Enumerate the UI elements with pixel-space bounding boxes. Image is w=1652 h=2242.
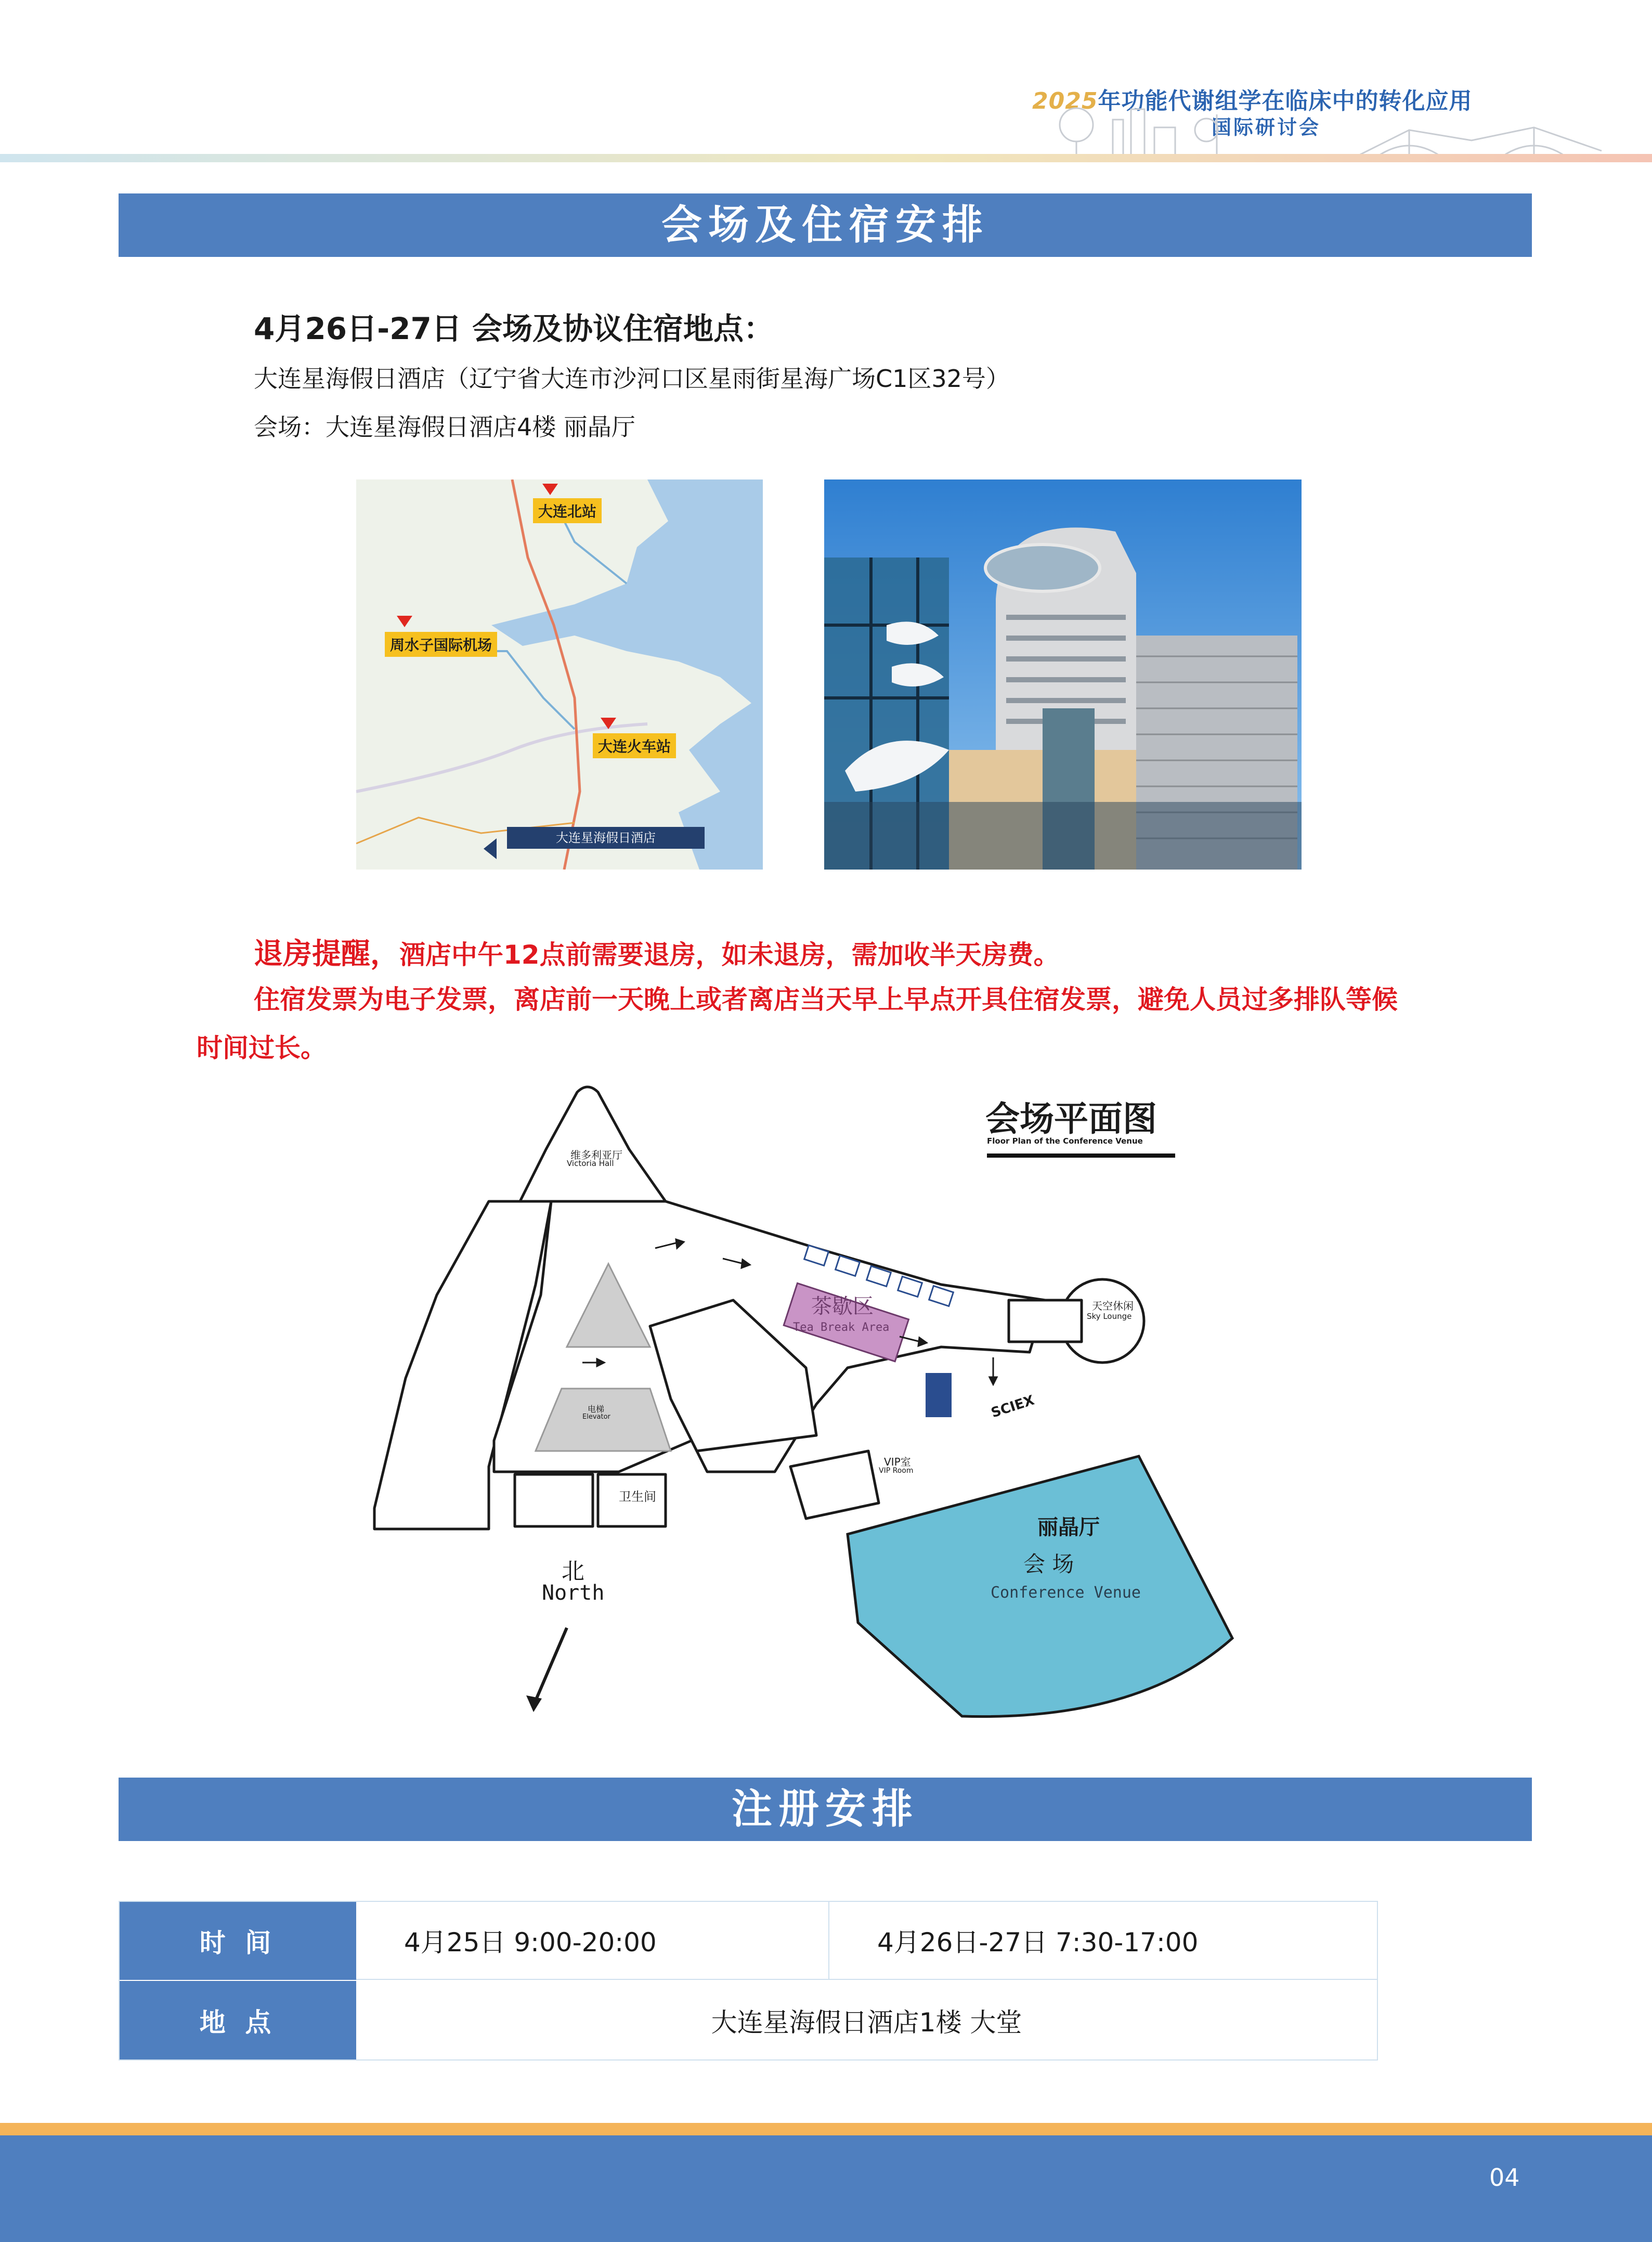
sky-lounge-label-en: Sky Lounge xyxy=(1087,1312,1132,1321)
map-graphic xyxy=(356,479,763,870)
venue-room: 会场：大连星海假日酒店4楼 丽晶厅 xyxy=(254,413,635,441)
sky-lounge-label: 天空休闲 xyxy=(1092,1300,1134,1312)
victoria-hall-label: 维多利亚厅 xyxy=(570,1149,622,1161)
checkout-reminder-label: 退房提醒， xyxy=(254,937,399,971)
city-skyline-graphic xyxy=(1045,99,1607,156)
time-header: 时 间 xyxy=(120,1902,356,1980)
vip-room-shape xyxy=(790,1451,879,1519)
floor-plan-rule xyxy=(987,1154,1175,1158)
north-arrow xyxy=(526,1628,567,1712)
page-number: 04 xyxy=(1489,2163,1520,2192)
event-title-text: 年功能代谢组学在临床中的转化应用 xyxy=(1098,88,1473,114)
victoria-hall-label-en: Victoria Hall xyxy=(567,1159,614,1168)
place-cell: 大连星海假日酒店1楼 大堂 xyxy=(711,2007,1022,2038)
venue-label-cn: 会 场 xyxy=(1023,1551,1074,1577)
floor-plan-subtitle: Floor Plan of the Conference Venue xyxy=(987,1136,1143,1146)
vip-room-label: VIP室 xyxy=(884,1456,911,1468)
checkout-reminder-text: 酒店中午12点前需要退房，如未退房，需加收半天房费。 xyxy=(399,940,1060,970)
hotel-photo-graphic xyxy=(824,479,1302,870)
footer-bar xyxy=(0,2135,1652,2242)
sciex-booth: SCIEX xyxy=(989,1392,1036,1421)
section-title-registration: 注册安排 xyxy=(119,1778,1532,1841)
venue-name: 丽晶厅 xyxy=(1037,1515,1100,1539)
event-year: 2025 xyxy=(1032,88,1098,114)
registration-table xyxy=(119,1901,1378,2060)
map-label-north-station: 大连北站 xyxy=(533,498,602,523)
tea-break-label-en: Tea Break Area xyxy=(793,1321,890,1334)
location-map xyxy=(356,479,763,870)
hotel-photo xyxy=(824,479,1302,870)
room-a-shape xyxy=(515,1474,593,1526)
invoice-notice: 住宿发票为电子发票，离店前一天晚上或者离店当天早上早点开具住宿发票，避免人员过多排队等候 xyxy=(254,984,1398,1015)
elevator-label-en: Elevator xyxy=(582,1413,610,1421)
venue-label-en: Conference Venue xyxy=(991,1584,1141,1602)
north-label-cn: 北 xyxy=(562,1558,584,1585)
north-station-pin xyxy=(542,484,558,495)
blue-booth xyxy=(926,1373,952,1417)
map-label-hotel: 大连星海假日酒店 xyxy=(507,827,705,849)
hotel-address: 大连星海假日酒店（辽宁省大连市沙河口区星雨街星海广场C1区32号） xyxy=(254,365,1010,393)
floor-plan xyxy=(359,1077,1243,1721)
time-cell-1: 4月25日 9:00-20:00 xyxy=(356,1902,829,1980)
time-cell-2: 4月26日-27日 7:30-17:00 xyxy=(829,1902,1377,1980)
elevator-label: 电梯 xyxy=(588,1404,605,1414)
dates-heading: 4月26日-27日 会场及协议住宿地点： xyxy=(254,311,774,346)
section-title-venue: 会场及住宿安排 xyxy=(119,193,1532,257)
floor-plan-title: 会场平面图 xyxy=(985,1099,1157,1139)
place-header: 地 点 xyxy=(120,1981,356,2059)
footer-accent xyxy=(0,2123,1652,2135)
tea-break-label: 茶歇区 xyxy=(811,1294,874,1318)
victoria-hall-shape xyxy=(520,1087,666,1201)
map-label-airport: 周水子国际机场 xyxy=(385,632,497,657)
invoice-notice-cont: 时间过长。 xyxy=(197,1033,327,1063)
sky-lounge-link-shape xyxy=(1009,1300,1082,1342)
map-label-train-station: 大连火车站 xyxy=(593,733,676,758)
restroom-label: 卫生间 xyxy=(619,1489,656,1504)
checkout-reminder xyxy=(254,931,1060,973)
event-subtitle: 国际研讨会 xyxy=(1212,116,1321,139)
header-divider xyxy=(0,154,1652,162)
north-label-en: North xyxy=(542,1581,605,1605)
vip-room-label-en: VIP Room xyxy=(879,1467,914,1475)
airport-pin xyxy=(397,616,412,627)
